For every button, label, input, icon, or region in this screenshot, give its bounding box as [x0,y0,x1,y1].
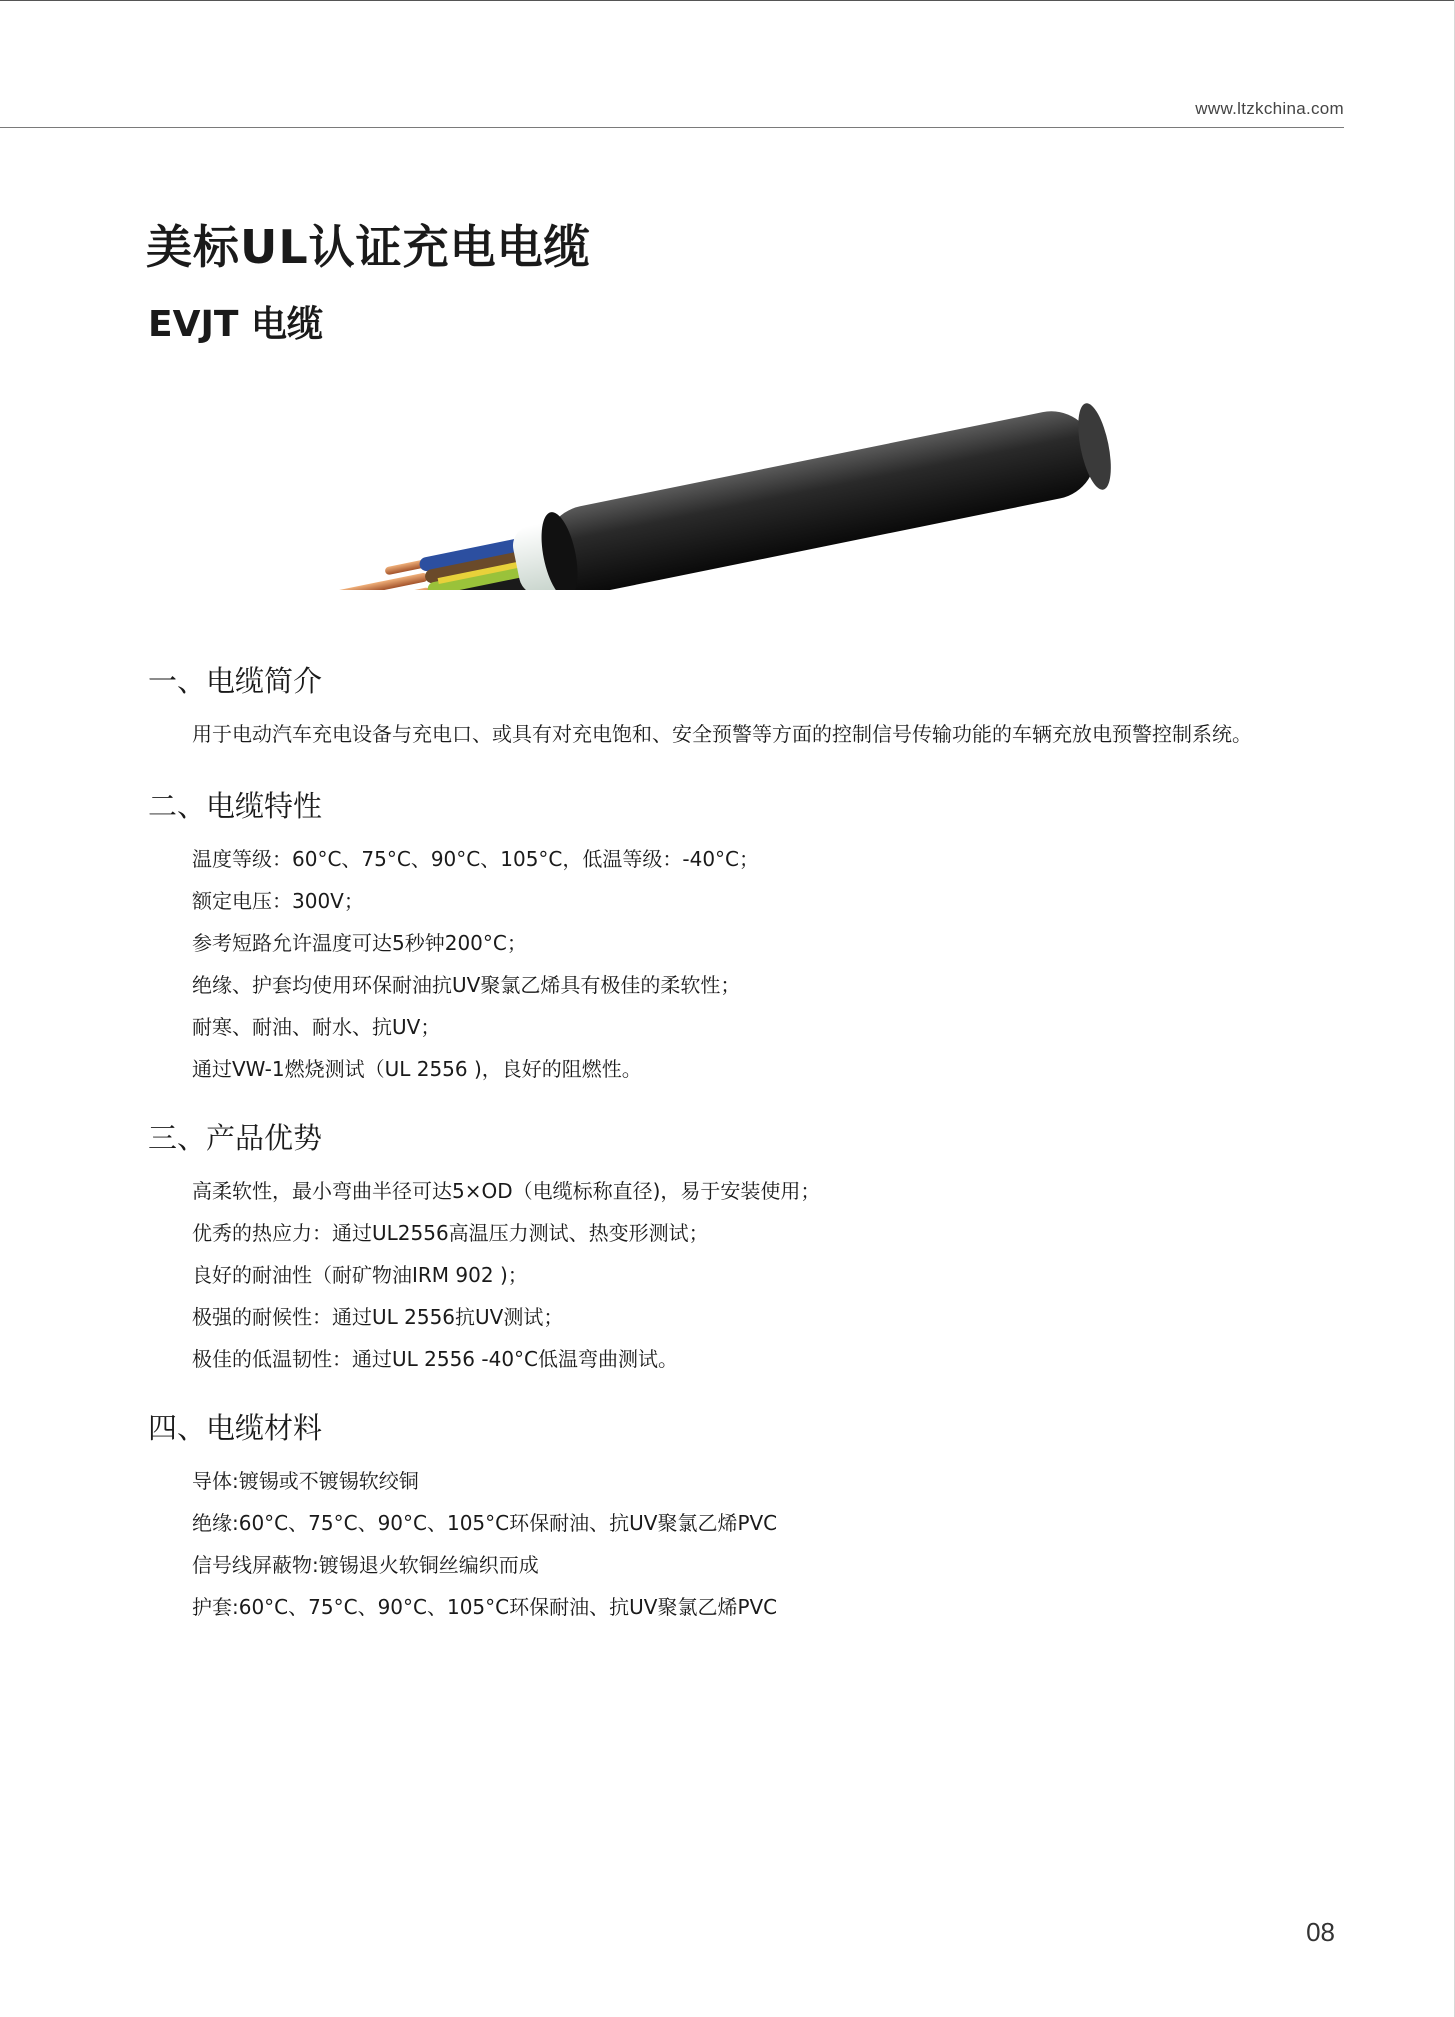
section-line: 良好的耐油性（耐矿物油IRM 902 )； [192,1263,528,1288]
section-lines [148,838,1328,1090]
section-line: 耐寒、耐油、耐水、抗UV； [192,1015,441,1040]
section-line: 高柔软性，最小弯曲半径可达5×OD（电缆标称直径)，易于安装使用； [192,1179,821,1204]
section-line: 绝缘:60°C、75°C、90°C、105°C环保耐油、抗UV聚氯乙烯PVC [192,1511,778,1536]
section-advantages [148,1120,1328,1380]
page-number: 08 [1306,1917,1335,1947]
section-features [148,788,1328,1090]
cable-illustration [295,385,1135,590]
header-rule [0,127,1344,128]
section-heading: 二、电缆特性 [148,789,323,823]
section-lines [148,1460,1328,1628]
section-line: 导体:镀锡或不镀锡软绞铜 [192,1469,419,1494]
section-heading: 一、电缆简介 [148,664,323,698]
section-lines [148,1170,1328,1380]
section-line: 优秀的热应力：通过UL2556高温压力测试、热变形测试； [192,1221,709,1246]
section-heading: 四、电缆材料 [148,1411,323,1445]
section-line: 极强的耐候性：通过UL 2556抗UV测试； [192,1305,564,1330]
section-intro [148,663,1328,755]
section-line: 信号线屏蔽物:镀锡退火软铜丝编织而成 [192,1553,539,1578]
site-url: www.ltzkchina.com [1195,99,1344,118]
page-title: 美标UL认证充电电缆 [146,220,591,274]
section-line: 极佳的低温韧性：通过UL 2556 -40°C低温弯曲测试。 [192,1347,679,1372]
page-subtitle: EVJT 电缆 [148,304,323,345]
section-line: 通过VW-1燃烧测试（UL 2556 )，良好的阻燃性。 [192,1057,642,1082]
section-line: 护套:60°C、75°C、90°C、105°C环保耐油、抗UV聚氯乙烯PVC [192,1595,778,1620]
section-lines [148,713,1328,755]
section-heading: 三、产品优势 [148,1121,323,1155]
top-border [0,0,1455,1]
section-line: 额定电压：300V； [192,889,364,914]
section-line: 绝缘、护套均使用环保耐油抗UV聚氯乙烯具有极佳的柔软性； [192,973,741,998]
section-line: 用于电动汽车充电设备与充电口、或具有对充电饱和、安全预警等方面的控制信号传输功能的车辆充放电预警控制系统。 [192,722,1252,747]
section-materials [148,1410,1328,1628]
section-line: 温度等级：60°C、75°C、90°C、105°C，低温等级：-40°C； [192,847,760,872]
section-line: 参考短路允许温度可达5秒钟200°C； [192,931,527,956]
